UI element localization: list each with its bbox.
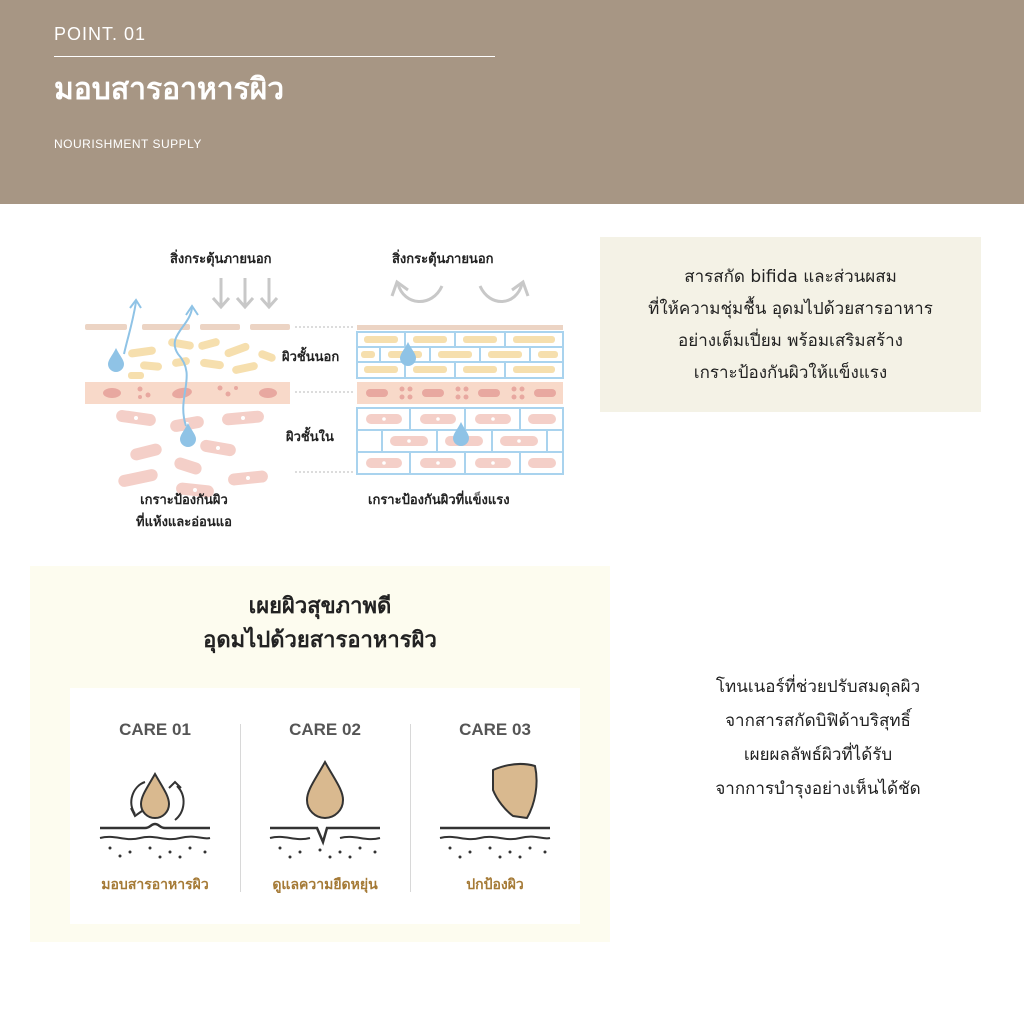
description-line: จากการบำรุงอย่างเห็นได้ชัด bbox=[715, 779, 921, 799]
info-line: อย่างเต็มเปี่ยม พร้อมเสริมสร้าง bbox=[678, 330, 903, 351]
care-number: CARE 02 bbox=[289, 720, 361, 739]
info-line: เกราะป้องกันผิวให้แข็งแรง bbox=[693, 362, 888, 383]
deflect-arrows-icon bbox=[392, 282, 528, 302]
elasticity-drop-icon bbox=[265, 750, 385, 860]
skin-barrier-diagram bbox=[70, 236, 580, 546]
right-caption: เกราะป้องกันผิวที่แข็งแรง bbox=[368, 493, 510, 508]
left-stimuli-label: สิ่งกระตุ้นภายนอก bbox=[170, 252, 272, 267]
description-line: โทนเนอร์ที่ช่วยปรับสมดุลผิว bbox=[715, 677, 921, 697]
nourish-drop-icon bbox=[95, 750, 215, 860]
bifida-info-box bbox=[600, 237, 981, 412]
page-subtitle: NOURISHMENT SUPPLY bbox=[54, 137, 202, 151]
care-panel bbox=[30, 566, 610, 942]
weak-barrier-top bbox=[85, 324, 290, 330]
care-heading: เผยผิวสุขภาพดี อุดมไปด้วยสารอาหารผิว bbox=[203, 594, 437, 653]
header-divider bbox=[54, 56, 495, 57]
care-number: CARE 01 bbox=[119, 720, 191, 739]
description-line: จากสารสกัดบิฟิด้าบริสุทธิ์ bbox=[725, 711, 911, 731]
description-line: เผยผลลัพธ์ผิวที่ได้รับ bbox=[743, 745, 893, 765]
care-label: ปกป้องผิว bbox=[466, 877, 524, 893]
outer-layer-label: ผิวชั้นนอก bbox=[282, 350, 340, 365]
inner-cells-scattered bbox=[115, 409, 268, 498]
care-item-03 bbox=[410, 688, 580, 924]
strong-barrier-top bbox=[357, 325, 563, 330]
right-stimuli-label: สิ่งกระตุ้นภายนอก bbox=[392, 252, 494, 267]
care-item-01 bbox=[70, 688, 240, 924]
care-number: CARE 03 bbox=[459, 720, 531, 739]
info-line: ที่ให้ความชุ่มชื้น อุดมไปด้วยสารอาหาร bbox=[648, 298, 933, 319]
page-title: มอบสารอาหารผิว bbox=[54, 72, 285, 107]
point-label: POINT. 01 bbox=[54, 24, 147, 44]
care-item-02 bbox=[240, 688, 410, 924]
left-caption: เกราะป้องกันผิว ที่แห้งและอ่อนแอ bbox=[136, 493, 232, 530]
toner-description bbox=[628, 670, 1008, 806]
outer-cells-scattered bbox=[128, 337, 277, 379]
care-label: ดูแลความยืดหยุ่น bbox=[272, 877, 378, 893]
care-card bbox=[70, 688, 580, 924]
care-label: มอบสารอาหารผิว bbox=[101, 877, 209, 893]
shield-icon bbox=[435, 750, 555, 860]
header-banner bbox=[0, 0, 1024, 204]
inner-layer-label: ผิวชั้นใน bbox=[286, 430, 334, 445]
stimuli-arrows-down-icon bbox=[213, 278, 277, 307]
info-line: สารสกัด bifida และส่วนผสม bbox=[684, 266, 897, 287]
